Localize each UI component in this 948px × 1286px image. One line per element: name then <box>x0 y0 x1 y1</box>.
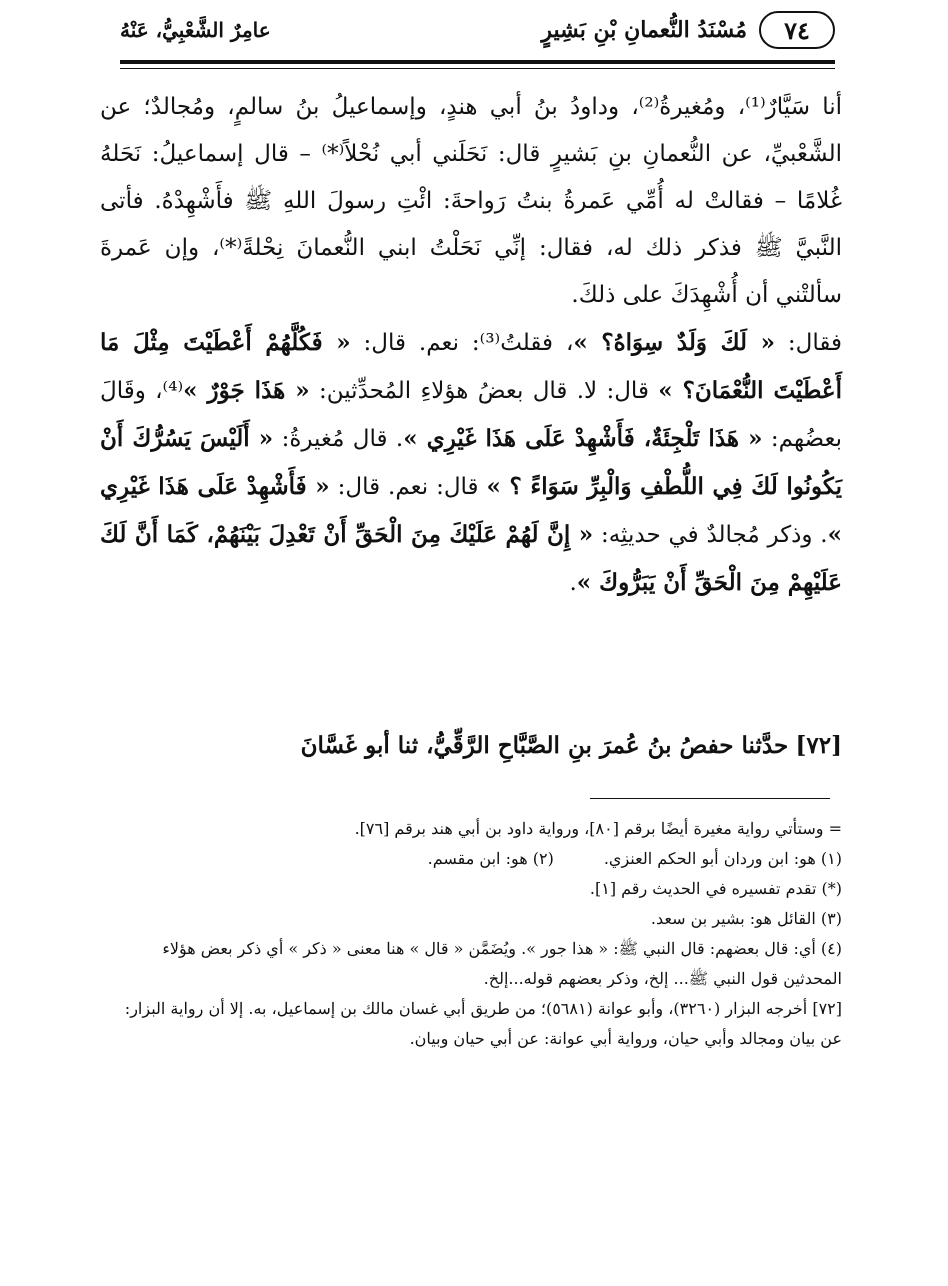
text-run: ⁽⁴⁾، وقَالَ بعضُهم: <box>100 378 842 452</box>
footnote-4: (٤) أي: قال بعضهم: قال النبي ﷺ: « هذا جور ». ويُضَمَّن « قال » هنا معنى « ذكر » أي ذكر بعض هؤلاء المحدثين قول النبي ﷺ... إلخ، وذكر بعضهم قوله...إلخ. <box>162 939 842 988</box>
text-run: فقال: <box>774 330 842 356</box>
hadith-72 <box>100 722 842 770</box>
text-run: قال: لا. قال بعضُ هؤلاءِ المُحدِّثين: <box>309 378 659 404</box>
prophet-quote: « فَأَشْهِدْ عَلَى هَذَا غَيْرِي » <box>100 473 842 548</box>
header-rule-thin <box>120 68 835 69</box>
footnote-1: (١) هو: ابن وردان أبو الحكم العنزي. <box>603 849 842 868</box>
hadith-number: [٧٢] <box>795 732 842 759</box>
running-section: عامِرٌ الشَّعْبِيُّ، عَنْهُ <box>120 18 271 42</box>
footnote-star: (*) تقدم تفسيره في الحديث رقم [١]. <box>589 879 842 898</box>
text-run: . قال مُغيرةُ: <box>273 426 404 452</box>
text-run: . <box>569 570 577 596</box>
prophet-quote: « فَكُلَّهُمْ أَعْطَيْتَ مِثْلَ مَا أَعْطَيْتَ النُّعْمَانَ؟ » <box>100 329 842 404</box>
hadith-chain: حدَّثنا حفصُ بنُ عُمرَ بنِ الصَّبَّاحِ الرَّقِّيُّ، ثنا أبو غَسَّانَ <box>300 732 789 759</box>
prophet-quote: « هَذَا تَلْجِئَةٌ، فَأَشْهِدْ عَلَى هَذَا غَيْرِي » <box>403 425 763 452</box>
footnote-72: [٧٢] أخرجه البزار (٣٢٦٠)، وأبو عوانة (٥٦٨١)؛ من طريق أبي غسان مالك بن إسماعيل، به. إلا أن رواية البزار: عن بيان ومجالد وأبي حيان، ورواية أبي عوانة: عن أبي حيان وبيان. <box>124 999 842 1048</box>
text-run: قال: نعم. قال: <box>329 474 487 500</box>
prophet-quote: « هَذَا جَوْرٌ » <box>183 377 310 404</box>
paragraph-1: أنا سَيَّارٌ⁽¹⁾، ومُغيرةُ⁽²⁾، وداودُ بنُ أبي هندٍ، وإسماعيلُ بنُ سالمٍ، ومُجالدٌ؛ عن الشَّعْبيِّ، عن النُّعمانِ بنِ بَشيرٍ قال: نَحَلَني أبي نُحْلاً⁽*⁾ – قال إسماعيلُ: نَحَلهُ غُلامًا – فقالتْ له أُمِّي عَمرةُ بنتُ رَواحةَ: ائْتِ رسولَ اللهِ ﷺ فأَشْهِدْهُ. فأتى النَّبيَّ ﷺ فذكر ذلك له، فقال: إنِّي نَحَلْتُ ابني النُّعمانَ نِحْلةً⁽*⁾، وإن عَمرةَ سألتْني أن أُشْهِدَكَ على ذلكَ. <box>100 94 842 308</box>
footnote-divider <box>590 798 830 799</box>
prophet-quote: « أَلَيْسَ يَسُرُّكَ أَنْ يَكُونُوا لَكَ فِي اللُّطْفِ وَالْبِرِّ سَوَاءً ؟ » <box>100 425 843 500</box>
text-run: ، فقلتُ⁽³⁾: نعم. قال: <box>350 330 574 356</box>
main-text <box>100 84 842 607</box>
paragraph-2 <box>100 319 842 607</box>
footnotes <box>100 814 842 1054</box>
header-rule-thick <box>120 60 835 64</box>
prophet-quote: « لَكَ وَلَدٌ سِوَاهُ؟ » <box>573 329 775 356</box>
footnote-row <box>100 844 842 874</box>
footnote-3: (٣) القائل هو: بشير بن سعد. <box>650 909 842 928</box>
text-run: . وذكر مُجالدٌ في حديثِه: <box>593 522 828 548</box>
footnote-continued: = وستأتي رواية مغيرة أيضًا برقم [٨٠]، ورواية داود بن أبي هند برقم [٧٦]. <box>354 819 842 838</box>
footnote-2: (٢) هو: ابن مقسم. <box>427 849 554 868</box>
page-header <box>120 8 835 52</box>
prophet-quote: « إِنَّ لَهُمْ عَلَيْكَ مِنَ الْحَقِّ أَنْ تَعْدِلَ بَيْنَهُمْ، كَمَا أَنَّ لَكَ عَلَيْهِمْ مِنَ الْحَقِّ أَنْ يَبَرُّوكَ » <box>100 521 842 596</box>
page-number: ٧٤ <box>759 11 835 49</box>
running-title: مُسْنَدُ النُّعمانِ بْنِ بَشِيرٍ <box>541 17 747 43</box>
